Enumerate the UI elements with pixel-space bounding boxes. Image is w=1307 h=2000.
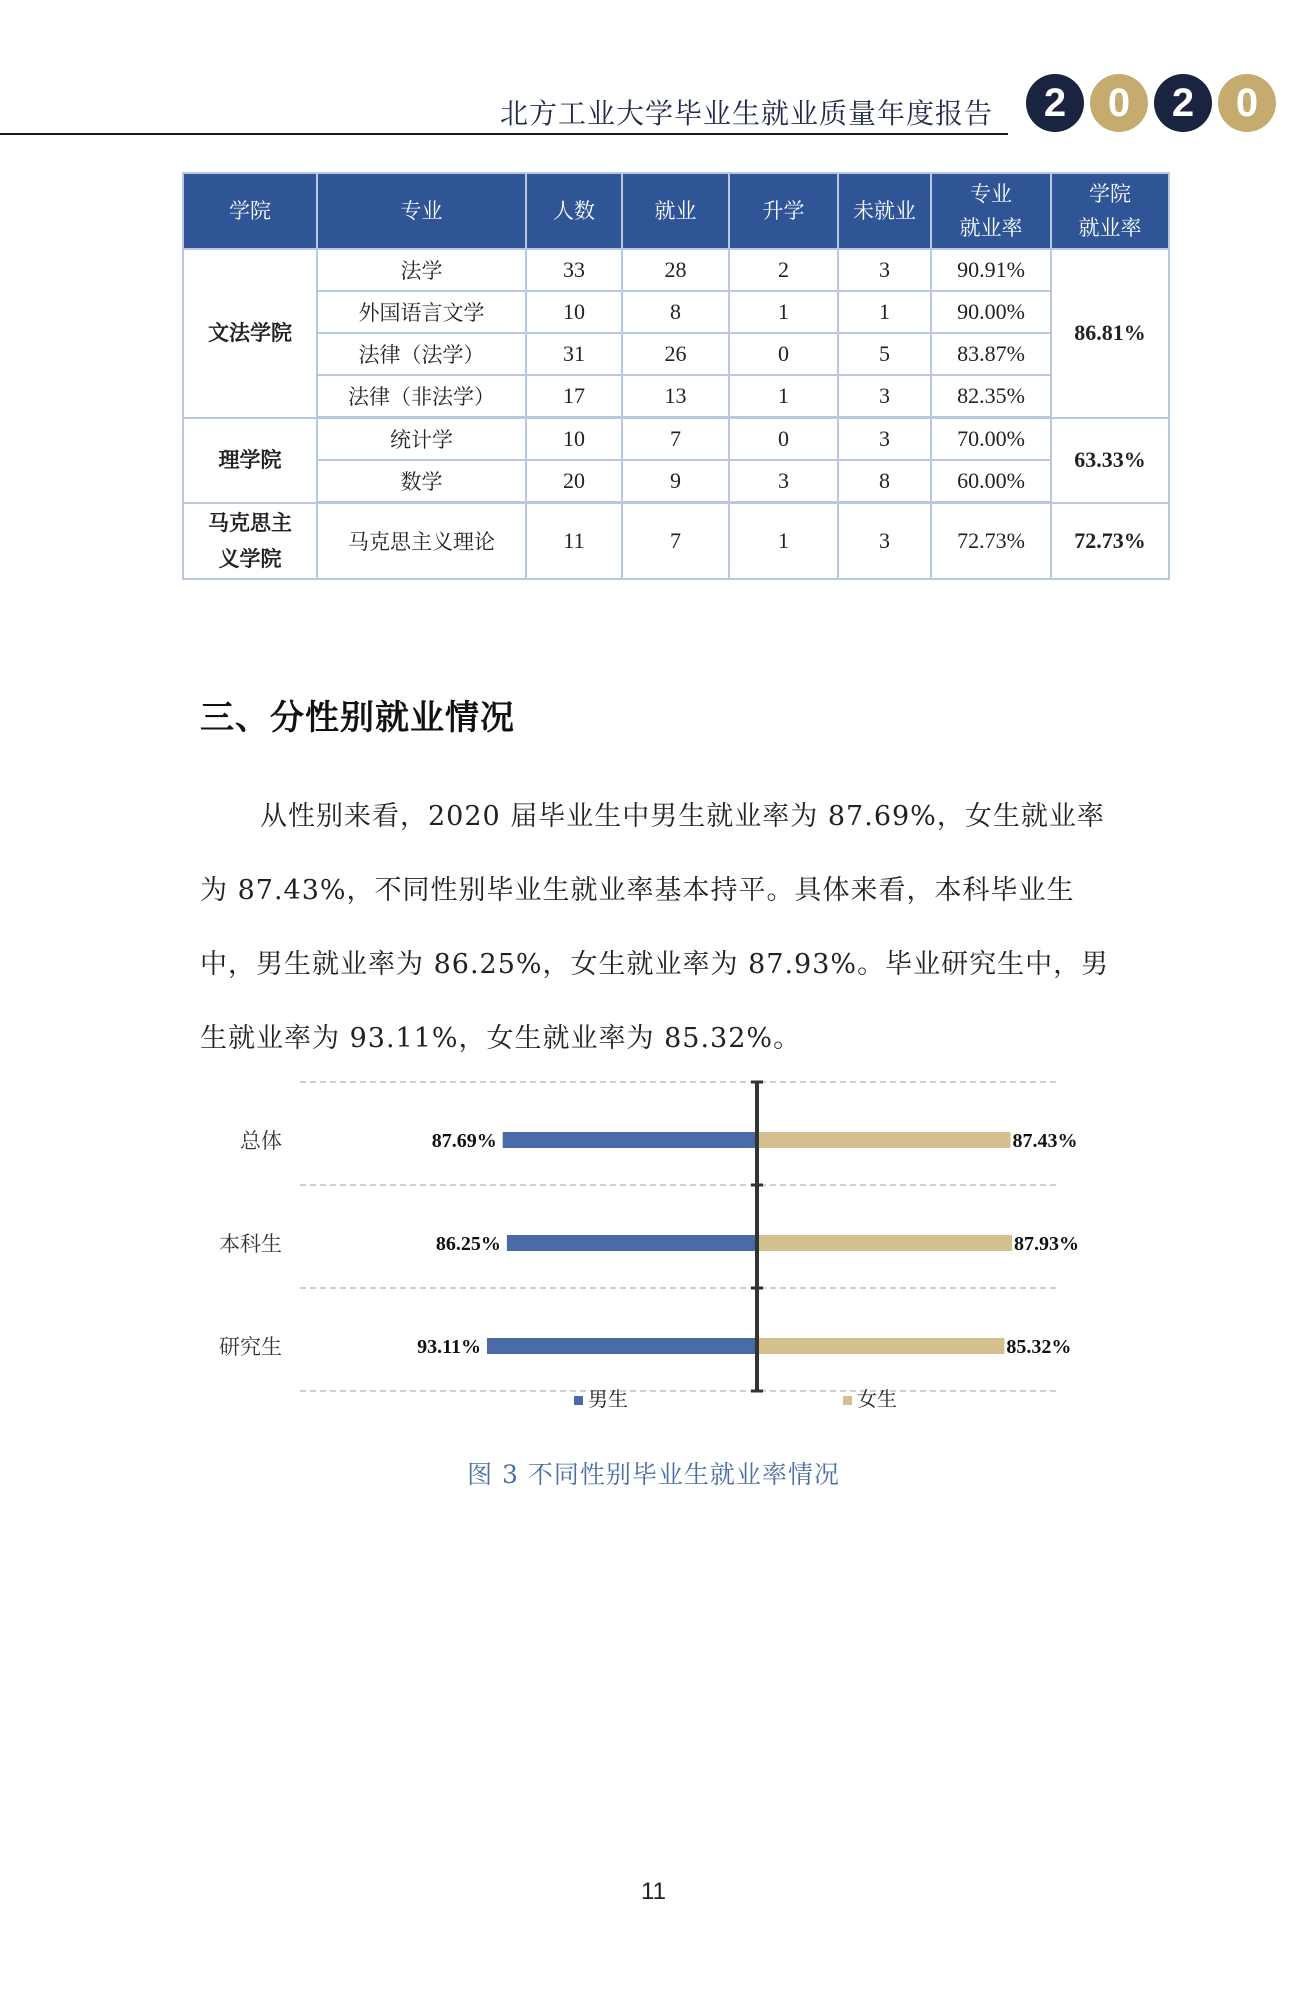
major-cell: 统计学 [317,418,526,461]
employed-cell: 8 [622,291,729,333]
major-rate-cell: 72.73% [931,503,1051,579]
data-label-female: 85.32% [1006,1336,1072,1358]
college-cell [183,503,317,579]
major-cell: 数学 [317,460,526,503]
college-cell: 理学院 [183,418,317,503]
major-rate-cell: 60.00% [931,460,1051,503]
major-cell: 外国语言文学 [317,291,526,333]
further-study-cell: 0 [729,418,838,461]
year-badge-group [1026,74,1276,132]
count-cell: 10 [526,291,622,333]
year-digit-badge: 0 [1218,74,1276,132]
header-cell-count: 人数 [526,173,622,249]
year-digit-badge: 0 [1090,74,1148,132]
year-digit-badge: 2 [1154,74,1212,132]
employed-cell: 9 [622,460,729,503]
table-row [183,249,1169,291]
employed-cell: 7 [622,503,729,579]
major-rate-cell: 90.91% [931,249,1051,291]
further-study-cell: 1 [729,291,838,333]
major-rate-cell: 83.87% [931,333,1051,375]
bar-female [757,1338,1004,1354]
further-study-cell: 2 [729,249,838,291]
employed-cell: 26 [622,333,729,375]
major-cell: 法律（法学） [317,333,526,375]
employed-cell: 7 [622,418,729,461]
major-cell: 马克思主义理论 [317,503,526,579]
header-divider [0,133,1008,135]
category-label: 研究生 [219,1335,282,1359]
college-text: 马克思主 [208,510,292,535]
header-text: 就业率 [959,216,1023,240]
legend-label-female: 女生 [857,1387,897,1411]
college-cell: 文法学院 [183,249,317,418]
report-title: 北方工业大学毕业生就业质量年度报告 [500,97,994,130]
bar-female [757,1235,1012,1251]
count-cell: 10 [526,418,622,461]
category-label: 本科生 [219,1232,282,1256]
employment-table [182,172,1170,580]
employed-cell: 28 [622,249,729,291]
legend-label-male: 男生 [588,1387,628,1411]
unemployed-cell: 8 [838,460,931,503]
data-label-male: 87.69% [431,1130,497,1152]
section-heading: 三、分性别就业情况 [200,698,515,738]
count-cell: 11 [526,503,622,579]
header-cell-college: 学院 [183,173,317,249]
count-cell: 17 [526,375,622,418]
gender-employment-chart [0,1080,1307,1440]
unemployed-cell: 3 [838,418,931,461]
further-study-cell: 3 [729,460,838,503]
college-rate-cell: 63.33% [1051,418,1169,503]
further-study-cell: 1 [729,375,838,418]
major-rate-cell: 82.35% [931,375,1051,418]
count-cell: 20 [526,460,622,503]
major-rate-cell: 90.00% [931,291,1051,333]
table-row [183,333,1169,375]
header-text: 学院 [1089,182,1131,206]
unemployed-cell: 1 [838,291,931,333]
table-row [183,503,1169,579]
legend-swatch-male [574,1396,583,1405]
header-cell-major-rate [931,173,1051,249]
legend-swatch-female [843,1396,852,1405]
header-cell-employed: 就业 [622,173,729,249]
header-cell-college-rate [1051,173,1169,249]
figure-caption: 图 3 不同性别毕业生就业率情况 [467,1460,840,1489]
college-text: 义学院 [218,546,282,571]
count-cell: 33 [526,249,622,291]
count-cell: 31 [526,333,622,375]
body-paragraph: 从性别来看，2020 届毕业生中男生就业率为 87.69%，女生就业率为 87.43%，不同性别毕业生就业率基本持平。具体来看，本科毕业生中，男生就业率为 86.25%，女生就业率为 87.93%。毕业研究生中，男生就业率为 93.11%，女生就业率为 85.32%。 [200,801,1110,1054]
table-header-row [183,173,1169,249]
further-study-cell: 1 [729,503,838,579]
major-rate-cell: 70.00% [931,418,1051,461]
unemployed-cell: 3 [838,375,931,418]
header-cell-major: 专业 [317,173,526,249]
major-cell: 法学 [317,249,526,291]
bar-female [757,1132,1011,1148]
header-cell-unemployed: 未就业 [838,173,931,249]
category-label: 总体 [240,1129,282,1153]
data-label-female: 87.43% [1012,1130,1078,1152]
college-rate-cell: 86.81% [1051,249,1169,418]
year-digit-badge: 2 [1026,74,1084,132]
table-row [183,460,1169,503]
unemployed-cell: 3 [838,503,931,579]
bar-male [503,1132,757,1148]
page-number: 11 [641,1878,666,1905]
table-row [183,375,1169,418]
bar-male [487,1338,757,1354]
unemployed-cell: 3 [838,249,931,291]
header-cell-further-study: 升学 [729,173,838,249]
table-row [183,291,1169,333]
major-cell: 法律（非法学） [317,375,526,418]
header-text: 就业率 [1078,216,1142,240]
employed-cell: 13 [622,375,729,418]
data-label-female: 87.93% [1013,1233,1079,1255]
data-label-male: 93.11% [417,1336,481,1358]
header-text: 专业 [970,182,1012,206]
table-row [183,418,1169,461]
further-study-cell: 0 [729,333,838,375]
data-label-male: 86.25% [435,1233,501,1255]
college-rate-cell: 72.73% [1051,503,1169,579]
bar-male [507,1235,757,1251]
unemployed-cell: 5 [838,333,931,375]
